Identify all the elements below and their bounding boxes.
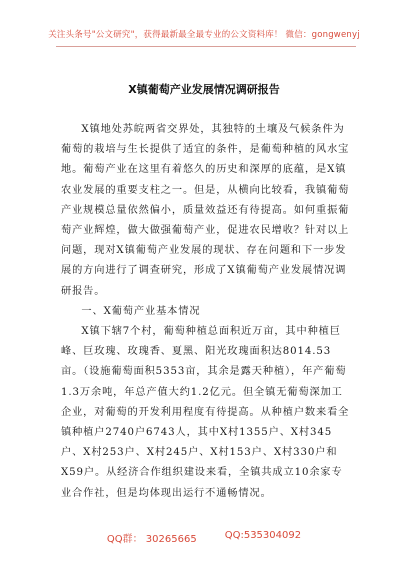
header-divider <box>56 46 356 47</box>
footer-qq-group: QQ群： 30265665 <box>106 534 197 545</box>
paragraph-intro: X镇地处苏皖两省交界处，其独特的土壤及气候条件为葡萄的栽培与生长提供了适宜的条件，是葡萄种植的风水宝地。葡萄产业在这里有着悠久的历史和深厚的底蕴，是X镇农业发展的重要支柱之一。但是，从横向比较看，我镇葡萄产业规模总量依然偏小，质量效益还有待提高。如何重振葡萄产业辉煌，做大做强葡萄产业，促进农民增收？针对以上问题，现对X镇葡萄产业发展的现状、存在问题和下一步发展的方向进行了调查研究，形成了X镇葡萄产业发展情况调研报告。 <box>61 124 350 297</box>
paragraph-basic-info: X镇下辖7个村，葡萄种植总面积近万亩，其中种植巨峰、巨玫瑰、玫瑰香、夏黑、阳光玫瑰面积达8014.53亩。（设施葡萄面积5353亩，其余是露天种植），年产葡萄1.3万余吨，年总产值大约1.2亿元。但全镇无葡萄深加工企业，对葡萄的开发利用程度有待提高。从种植户数来看全镇种植户2740户6743人，其中X村1355户、X村345户、X村253户、X村245户、X村153户、X村330户和X59户。从经济合作组织建设来看，全镇共成立10余家专业合作社，但是均体现出运行不通畅情况。 <box>61 326 350 499</box>
document-body <box>61 120 351 504</box>
footer-qq-number: QQ:535304092 <box>224 530 302 541</box>
document-title: X镇葡萄产业发展情况调研报告 <box>128 83 280 96</box>
footer-contact <box>0 530 408 545</box>
section-heading: 一、X葡萄产业基本情况 <box>81 305 201 317</box>
header-banner: 关注头条号"公文研究"，获得最新最全最专业的公文资料库！ 微信：gongwenyj <box>48 30 360 40</box>
